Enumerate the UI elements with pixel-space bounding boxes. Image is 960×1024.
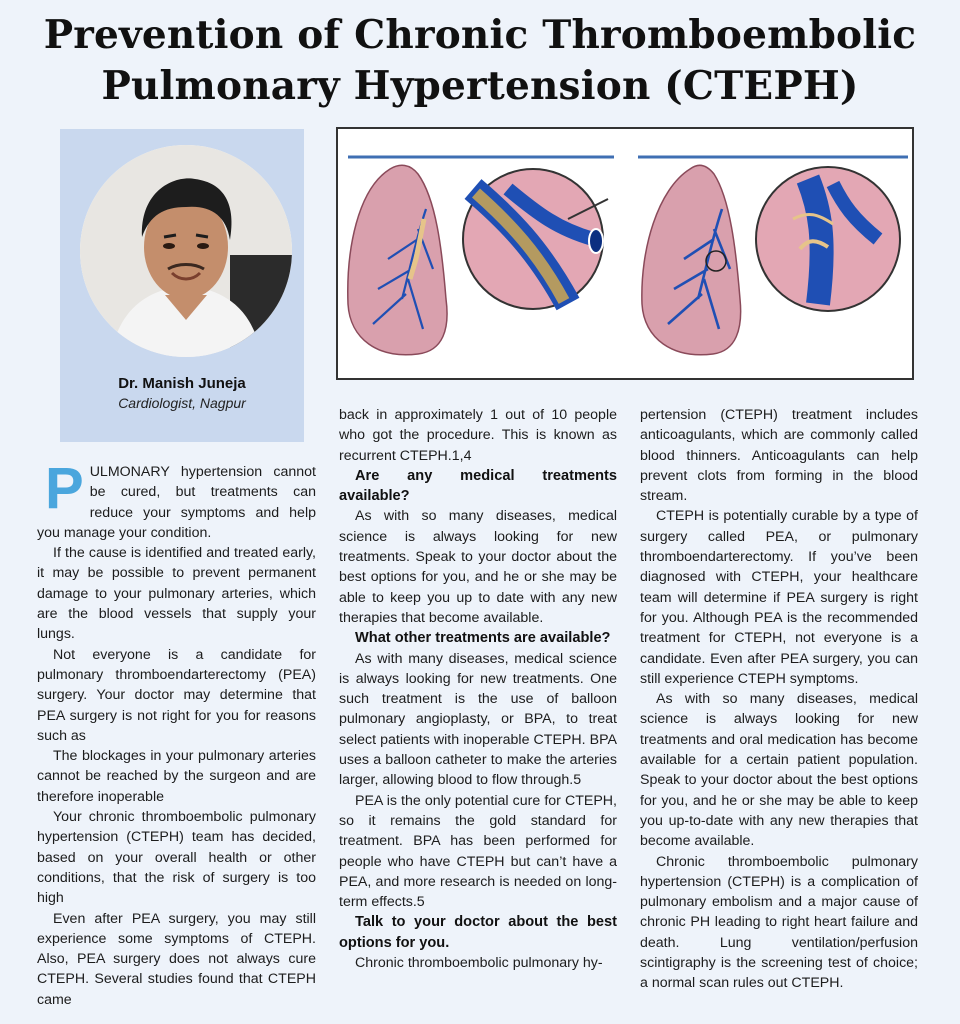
section-heading: What other treatments are available?	[355, 630, 611, 647]
paragraph: back in approximately 1 out of 10 people who got the procedure. This is known as recurrent CTEPH.1,4	[339, 407, 617, 464]
section-heading: Are any medical treatments available?	[339, 467, 617, 505]
article-column-2	[339, 405, 617, 973]
paragraph-intro-text: ULMONARY hypertension cannot be cured, but treatments can reduce your symptoms and help you manage your condition.	[37, 464, 316, 541]
author-photo-illustration	[80, 145, 292, 357]
paragraph: Chronic thromboembolic pulmonary hypertension (CTEPH) is a complication of pulmonary embolism and a major cause of chronic PH leading to right heart failure and death. Lung ventilation/perfusion scintigraphy is the screening test of choice; a normal scan rules out CTEPH.	[640, 853, 918, 992]
paragraph: Even after PEA surgery, you may still experience some symptoms of CTEPH. Also, PEA surgery does not always cure CTEPH. Several studies found that CTEPH came	[37, 910, 316, 1008]
author-name: Dr. Manish Juneja	[118, 375, 246, 392]
paragraph: The blockages in your pulmonary arteries cannot be reached by the surgeon and are therefore inoperable	[37, 748, 316, 805]
section-heading: Talk to your doctor about the best options for you.	[339, 914, 617, 951]
headline-line-2: Pulmonary Hypertension (CTEPH)	[101, 63, 859, 109]
drop-cap: P	[45, 456, 84, 521]
article-headline	[0, 10, 960, 112]
article-column-3	[640, 405, 918, 994]
paragraph-intro	[37, 456, 316, 543]
paragraph: As with many diseases, medical science is always looking for new treatments. One such treatment is the use of balloon pulmonary angioplasty, or BPA, to treat select patients with inoperable CTEPH. BPA uses a balloon catheter to make the arteries larger, allowing blood to flow through.5	[339, 650, 617, 789]
paragraph: PEA is the only potential cure for CTEPH, so it remains the gold standard for treatment. BPA has been performed for people who have CTEPH but can’t have a PEA, and more research is needed on long-term effects.5	[339, 792, 617, 911]
paragraph: If the cause is identified and treated early, it may be possible to prevent permanent damage to your pulmonary arteries, which are the blood vessels that supply your lungs.	[37, 545, 316, 643]
paragraph: Your chronic thromboembolic pulmonary hypertension (CTEPH) team has decided, based on your overall health or other conditions, that the risk of surgery is too high	[37, 809, 316, 907]
author-role: Cardiologist, Nagpur	[118, 395, 246, 411]
lung-illustration-figure	[336, 127, 914, 380]
paragraph: pertension (CTEPH) treatment includes anticoagulants, which are commonly called blood thinners. Anticoagulants can help prevent clots from forming in the blood stream.	[640, 407, 918, 505]
headline-line-1: Prevention of Chronic Thromboembolic	[43, 12, 917, 58]
article-column-1	[37, 456, 316, 1010]
paragraph: CTEPH is potentially curable by a type of surgery called PEA, or pulmonary thromboendarterectomy. If you’ve been diagnosed with CTEPH, your healthcare team will determine if PEA surgery is right for you. Although PEA is the recommended treatment for CTEPH, not everyone is a candidate. Even after PEA surgery, you can still experience CTEPH symptoms.	[640, 508, 918, 687]
paragraph: Chronic thromboembolic pulmonary hy-	[355, 955, 603, 972]
author-box	[60, 129, 304, 442]
paragraph: Not everyone is a candidate for pulmonary thromboendarterectomy (PEA) surgery. Your doctor may determine that PEA surgery is not right for you for reasons such as	[37, 646, 316, 744]
cteph-lung-diagram	[338, 129, 912, 378]
author-portrait	[80, 145, 292, 357]
paragraph: As with so many diseases, medical science is always looking for new treatments. Speak to your doctor about the best options for you, and he or she may be able to keep you up to date with any new therapies that become available.	[339, 508, 617, 626]
paragraph: As with so many diseases, medical science is always looking for new treatments and oral medication has become available for a certain patient population. Speak to your doctor about the best options for you, and he or she may be able to keep you up-to-date with any new therapies that become available.	[640, 691, 918, 850]
right-zoom-circle	[756, 167, 900, 311]
